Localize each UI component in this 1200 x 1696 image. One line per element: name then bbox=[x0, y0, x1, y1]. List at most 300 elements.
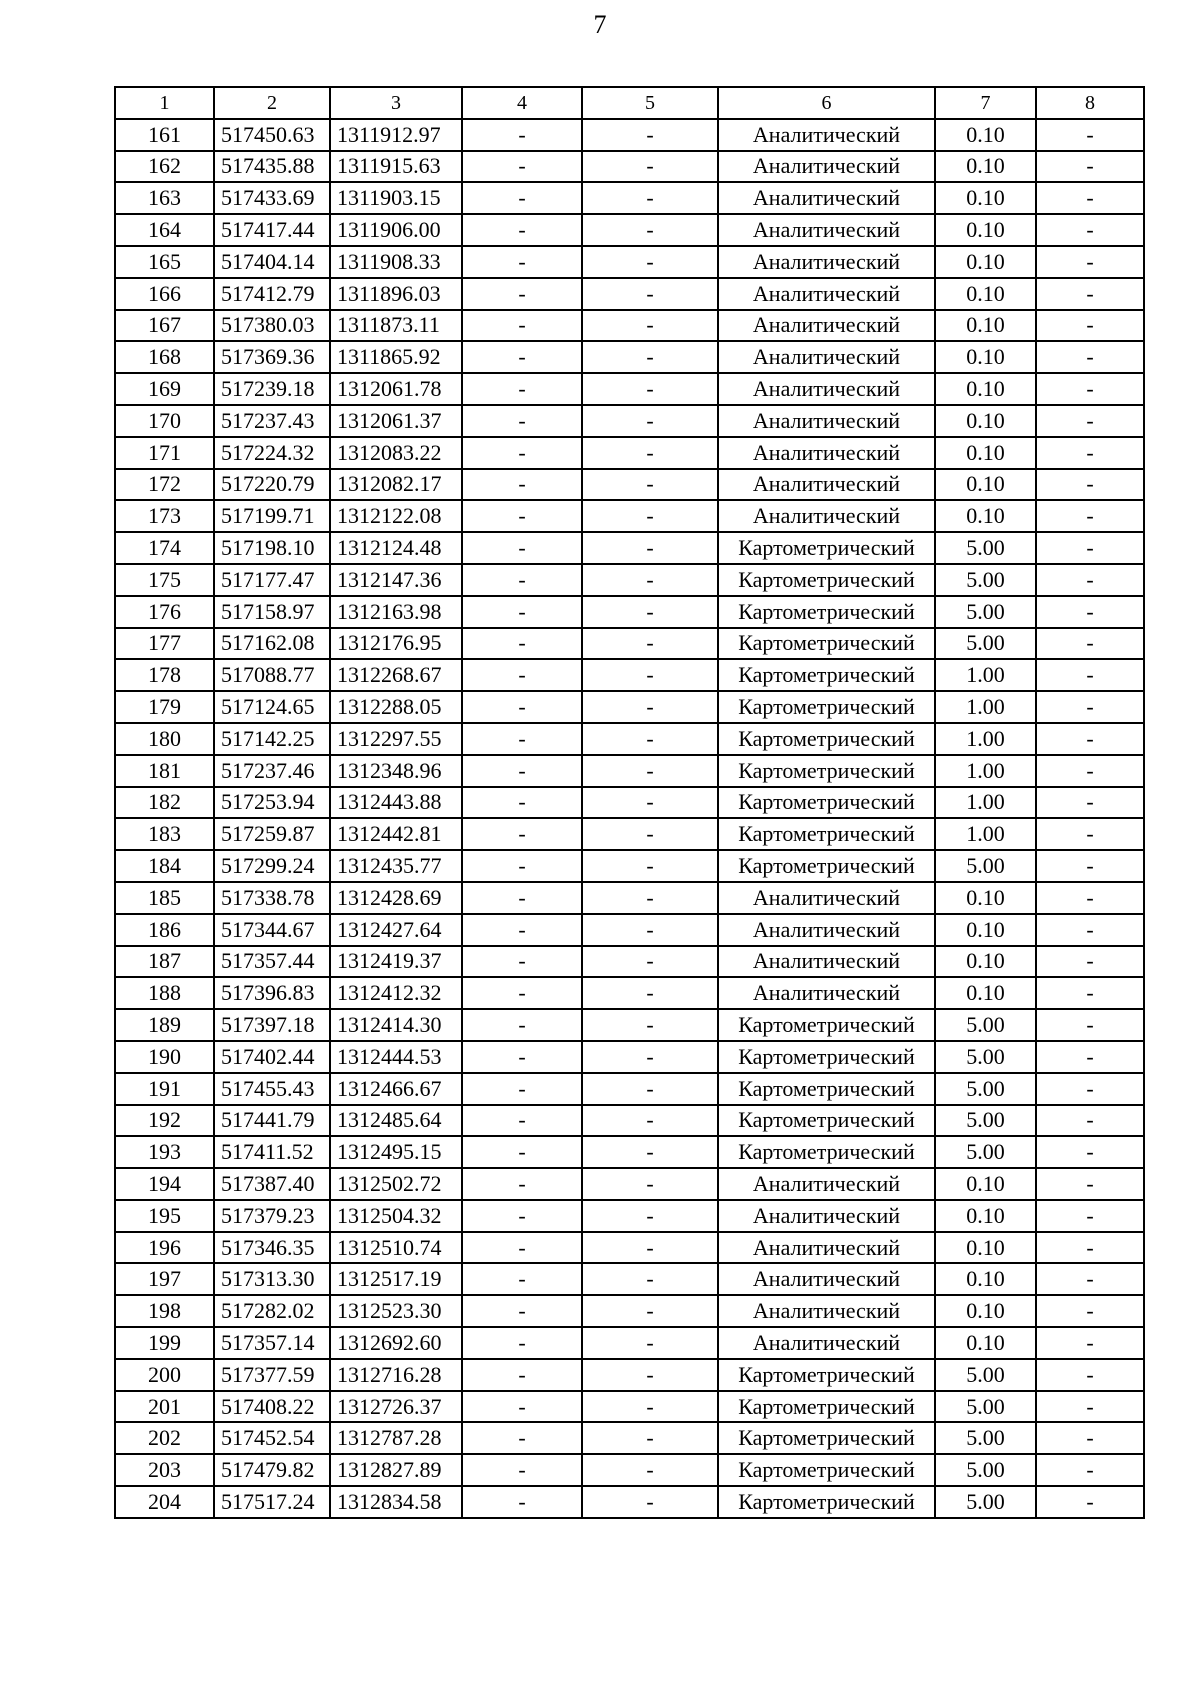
column-4-cell: - bbox=[462, 977, 582, 1009]
table-row bbox=[115, 437, 1144, 469]
method-cell: Аналитический bbox=[718, 1263, 935, 1295]
table-row bbox=[115, 659, 1144, 691]
x-coordinate-cell: 517224.32 bbox=[214, 437, 330, 469]
column-5-cell: - bbox=[582, 818, 718, 850]
column-4-cell: - bbox=[462, 182, 582, 214]
accuracy-cell: 0.10 bbox=[935, 1232, 1036, 1264]
x-coordinate-cell: 517411.52 bbox=[214, 1136, 330, 1168]
column-8-cell: - bbox=[1036, 628, 1144, 660]
column-5-cell: - bbox=[582, 787, 718, 819]
x-coordinate-cell: 517387.40 bbox=[214, 1168, 330, 1200]
y-coordinate-cell: 1312083.22 bbox=[330, 437, 462, 469]
accuracy-cell: 1.00 bbox=[935, 691, 1036, 723]
method-cell: Картометрический bbox=[718, 1073, 935, 1105]
y-coordinate-cell: 1311912.97 bbox=[330, 119, 462, 151]
y-coordinate-cell: 1312428.69 bbox=[330, 882, 462, 914]
column-header: 8 bbox=[1036, 87, 1144, 119]
accuracy-cell: 0.10 bbox=[935, 914, 1036, 946]
method-cell: Аналитический bbox=[718, 214, 935, 246]
column-header: 1 bbox=[115, 87, 214, 119]
column-8-cell: - bbox=[1036, 437, 1144, 469]
y-coordinate-cell: 1312787.28 bbox=[330, 1422, 462, 1454]
table-row bbox=[115, 1200, 1144, 1232]
table-row bbox=[115, 500, 1144, 532]
table-row bbox=[115, 914, 1144, 946]
column-4-cell: - bbox=[462, 1232, 582, 1264]
column-4-cell: - bbox=[462, 246, 582, 278]
method-cell: Картометрический bbox=[718, 691, 935, 723]
y-coordinate-cell: 1312124.48 bbox=[330, 532, 462, 564]
accuracy-cell: 0.10 bbox=[935, 1295, 1036, 1327]
y-coordinate-cell: 1312061.37 bbox=[330, 405, 462, 437]
x-coordinate-cell: 517198.10 bbox=[214, 532, 330, 564]
column-4-cell: - bbox=[462, 1200, 582, 1232]
point-number-cell: 167 bbox=[115, 310, 214, 342]
point-number-cell: 203 bbox=[115, 1454, 214, 1486]
table-row bbox=[115, 1263, 1144, 1295]
accuracy-cell: 0.10 bbox=[935, 310, 1036, 342]
column-8-cell: - bbox=[1036, 1263, 1144, 1295]
table-row bbox=[115, 723, 1144, 755]
method-cell: Картометрический bbox=[718, 1105, 935, 1137]
point-number-cell: 204 bbox=[115, 1486, 214, 1518]
accuracy-cell: 1.00 bbox=[935, 818, 1036, 850]
point-number-cell: 197 bbox=[115, 1263, 214, 1295]
y-coordinate-cell: 1312163.98 bbox=[330, 596, 462, 628]
table-row bbox=[115, 1232, 1144, 1264]
point-number-cell: 171 bbox=[115, 437, 214, 469]
accuracy-cell: 5.00 bbox=[935, 1136, 1036, 1168]
column-5-cell: - bbox=[582, 1168, 718, 1200]
column-4-cell: - bbox=[462, 691, 582, 723]
column-5-cell: - bbox=[582, 310, 718, 342]
column-5-cell: - bbox=[582, 628, 718, 660]
method-cell: Картометрический bbox=[718, 659, 935, 691]
column-4-cell: - bbox=[462, 1009, 582, 1041]
y-coordinate-cell: 1312495.15 bbox=[330, 1136, 462, 1168]
column-5-cell: - bbox=[582, 182, 718, 214]
y-coordinate-cell: 1312348.96 bbox=[330, 755, 462, 787]
accuracy-cell: 0.10 bbox=[935, 1327, 1036, 1359]
column-5-cell: - bbox=[582, 691, 718, 723]
column-4-cell: - bbox=[462, 278, 582, 310]
column-5-cell: - bbox=[582, 1422, 718, 1454]
table-row bbox=[115, 341, 1144, 373]
x-coordinate-cell: 517379.23 bbox=[214, 1200, 330, 1232]
column-5-cell: - bbox=[582, 564, 718, 596]
x-coordinate-cell: 517357.14 bbox=[214, 1327, 330, 1359]
method-cell: Картометрический bbox=[718, 1041, 935, 1073]
column-8-cell: - bbox=[1036, 341, 1144, 373]
method-cell: Картометрический bbox=[718, 1486, 935, 1518]
table-row bbox=[115, 755, 1144, 787]
point-number-cell: 166 bbox=[115, 278, 214, 310]
column-4-cell: - bbox=[462, 850, 582, 882]
column-8-cell: - bbox=[1036, 1136, 1144, 1168]
column-8-cell: - bbox=[1036, 500, 1144, 532]
point-number-cell: 200 bbox=[115, 1359, 214, 1391]
x-coordinate-cell: 517402.44 bbox=[214, 1041, 330, 1073]
method-cell: Аналитический bbox=[718, 119, 935, 151]
x-coordinate-cell: 517417.44 bbox=[214, 214, 330, 246]
column-8-cell: - bbox=[1036, 469, 1144, 501]
method-cell: Аналитический bbox=[718, 246, 935, 278]
point-number-cell: 174 bbox=[115, 532, 214, 564]
column-5-cell: - bbox=[582, 850, 718, 882]
x-coordinate-cell: 517259.87 bbox=[214, 818, 330, 850]
method-cell: Картометрический bbox=[718, 1391, 935, 1423]
x-coordinate-cell: 517435.88 bbox=[214, 151, 330, 183]
method-cell: Аналитический bbox=[718, 1327, 935, 1359]
table-row bbox=[115, 596, 1144, 628]
x-coordinate-cell: 517088.77 bbox=[214, 659, 330, 691]
column-8-cell: - bbox=[1036, 373, 1144, 405]
column-5-cell: - bbox=[582, 1200, 718, 1232]
table-row bbox=[115, 1486, 1144, 1518]
table-row bbox=[115, 151, 1144, 183]
table-row bbox=[115, 1009, 1144, 1041]
point-number-cell: 202 bbox=[115, 1422, 214, 1454]
method-cell: Аналитический bbox=[718, 310, 935, 342]
point-number-cell: 187 bbox=[115, 946, 214, 978]
column-5-cell: - bbox=[582, 532, 718, 564]
column-4-cell: - bbox=[462, 1327, 582, 1359]
accuracy-cell: 0.10 bbox=[935, 1200, 1036, 1232]
accuracy-cell: 0.10 bbox=[935, 182, 1036, 214]
point-number-cell: 201 bbox=[115, 1391, 214, 1423]
point-number-cell: 181 bbox=[115, 755, 214, 787]
column-8-cell: - bbox=[1036, 850, 1144, 882]
column-8-cell: - bbox=[1036, 532, 1144, 564]
column-4-cell: - bbox=[462, 659, 582, 691]
column-5-cell: - bbox=[582, 914, 718, 946]
point-number-cell: 163 bbox=[115, 182, 214, 214]
table-row bbox=[115, 1359, 1144, 1391]
column-4-cell: - bbox=[462, 1263, 582, 1295]
table-row bbox=[115, 691, 1144, 723]
y-coordinate-cell: 1312692.60 bbox=[330, 1327, 462, 1359]
accuracy-cell: 5.00 bbox=[935, 850, 1036, 882]
x-coordinate-cell: 517433.69 bbox=[214, 182, 330, 214]
y-coordinate-cell: 1312288.05 bbox=[330, 691, 462, 723]
y-coordinate-cell: 1312435.77 bbox=[330, 850, 462, 882]
accuracy-cell: 0.10 bbox=[935, 1263, 1036, 1295]
method-cell: Аналитический bbox=[718, 469, 935, 501]
point-number-cell: 162 bbox=[115, 151, 214, 183]
point-number-cell: 179 bbox=[115, 691, 214, 723]
y-coordinate-cell: 1312412.32 bbox=[330, 977, 462, 1009]
accuracy-cell: 1.00 bbox=[935, 723, 1036, 755]
column-4-cell: - bbox=[462, 405, 582, 437]
column-4-cell: - bbox=[462, 469, 582, 501]
y-coordinate-cell: 1312268.67 bbox=[330, 659, 462, 691]
column-4-cell: - bbox=[462, 341, 582, 373]
accuracy-cell: 0.10 bbox=[935, 437, 1036, 469]
point-number-cell: 180 bbox=[115, 723, 214, 755]
point-number-cell: 190 bbox=[115, 1041, 214, 1073]
accuracy-cell: 5.00 bbox=[935, 1422, 1036, 1454]
y-coordinate-cell: 1312419.37 bbox=[330, 946, 462, 978]
column-4-cell: - bbox=[462, 1168, 582, 1200]
table-row bbox=[115, 405, 1144, 437]
y-coordinate-cell: 1311915.63 bbox=[330, 151, 462, 183]
method-cell: Аналитический bbox=[718, 1295, 935, 1327]
x-coordinate-cell: 517239.18 bbox=[214, 373, 330, 405]
accuracy-cell: 0.10 bbox=[935, 882, 1036, 914]
column-5-cell: - bbox=[582, 1009, 718, 1041]
column-header: 4 bbox=[462, 87, 582, 119]
point-number-cell: 196 bbox=[115, 1232, 214, 1264]
table-body bbox=[115, 119, 1144, 1518]
column-8-cell: - bbox=[1036, 1422, 1144, 1454]
column-5-cell: - bbox=[582, 723, 718, 755]
y-coordinate-cell: 1312297.55 bbox=[330, 723, 462, 755]
table-row bbox=[115, 818, 1144, 850]
column-5-cell: - bbox=[582, 119, 718, 151]
column-5-cell: - bbox=[582, 1359, 718, 1391]
accuracy-cell: 5.00 bbox=[935, 596, 1036, 628]
point-number-cell: 188 bbox=[115, 977, 214, 1009]
column-5-cell: - bbox=[582, 1295, 718, 1327]
accuracy-cell: 5.00 bbox=[935, 1454, 1036, 1486]
method-cell: Аналитический bbox=[718, 1168, 935, 1200]
point-number-cell: 189 bbox=[115, 1009, 214, 1041]
column-5-cell: - bbox=[582, 1232, 718, 1264]
method-cell: Аналитический bbox=[718, 946, 935, 978]
x-coordinate-cell: 517479.82 bbox=[214, 1454, 330, 1486]
column-8-cell: - bbox=[1036, 882, 1144, 914]
column-8-cell: - bbox=[1036, 405, 1144, 437]
y-coordinate-cell: 1312726.37 bbox=[330, 1391, 462, 1423]
x-coordinate-cell: 517441.79 bbox=[214, 1105, 330, 1137]
column-4-cell: - bbox=[462, 1454, 582, 1486]
table-row bbox=[115, 1041, 1144, 1073]
x-coordinate-cell: 517142.25 bbox=[214, 723, 330, 755]
table-row bbox=[115, 278, 1144, 310]
column-4-cell: - bbox=[462, 373, 582, 405]
accuracy-cell: 5.00 bbox=[935, 1359, 1036, 1391]
column-8-cell: - bbox=[1036, 755, 1144, 787]
column-8-cell: - bbox=[1036, 977, 1144, 1009]
column-5-cell: - bbox=[582, 341, 718, 373]
method-cell: Аналитический bbox=[718, 437, 935, 469]
point-number-cell: 164 bbox=[115, 214, 214, 246]
x-coordinate-cell: 517397.18 bbox=[214, 1009, 330, 1041]
column-4-cell: - bbox=[462, 628, 582, 660]
point-number-cell: 165 bbox=[115, 246, 214, 278]
coordinates-table-container bbox=[114, 86, 1145, 1519]
method-cell: Картометрический bbox=[718, 850, 935, 882]
accuracy-cell: 0.10 bbox=[935, 151, 1036, 183]
method-cell: Аналитический bbox=[718, 373, 935, 405]
method-cell: Картометрический bbox=[718, 755, 935, 787]
column-8-cell: - bbox=[1036, 1454, 1144, 1486]
table-row bbox=[115, 1422, 1144, 1454]
column-8-cell: - bbox=[1036, 1295, 1144, 1327]
accuracy-cell: 5.00 bbox=[935, 564, 1036, 596]
accuracy-cell: 0.10 bbox=[935, 500, 1036, 532]
accuracy-cell: 5.00 bbox=[935, 532, 1036, 564]
y-coordinate-cell: 1312176.95 bbox=[330, 628, 462, 660]
column-4-cell: - bbox=[462, 1105, 582, 1137]
y-coordinate-cell: 1311896.03 bbox=[330, 278, 462, 310]
x-coordinate-cell: 517313.30 bbox=[214, 1263, 330, 1295]
x-coordinate-cell: 517162.08 bbox=[214, 628, 330, 660]
method-cell: Картометрический bbox=[718, 1359, 935, 1391]
column-5-cell: - bbox=[582, 596, 718, 628]
x-coordinate-cell: 517377.59 bbox=[214, 1359, 330, 1391]
column-5-cell: - bbox=[582, 1391, 718, 1423]
column-8-cell: - bbox=[1036, 1327, 1144, 1359]
point-number-cell: 194 bbox=[115, 1168, 214, 1200]
accuracy-cell: 1.00 bbox=[935, 787, 1036, 819]
column-8-cell: - bbox=[1036, 1105, 1144, 1137]
method-cell: Аналитический bbox=[718, 182, 935, 214]
method-cell: Картометрический bbox=[718, 532, 935, 564]
table-row bbox=[115, 1168, 1144, 1200]
point-number-cell: 168 bbox=[115, 341, 214, 373]
method-cell: Аналитический bbox=[718, 278, 935, 310]
accuracy-cell: 0.10 bbox=[935, 469, 1036, 501]
point-number-cell: 191 bbox=[115, 1073, 214, 1105]
column-8-cell: - bbox=[1036, 151, 1144, 183]
column-5-cell: - bbox=[582, 1327, 718, 1359]
column-8-cell: - bbox=[1036, 119, 1144, 151]
x-coordinate-cell: 517299.24 bbox=[214, 850, 330, 882]
column-4-cell: - bbox=[462, 1422, 582, 1454]
column-8-cell: - bbox=[1036, 1359, 1144, 1391]
point-number-cell: 199 bbox=[115, 1327, 214, 1359]
method-cell: Картометрический bbox=[718, 1136, 935, 1168]
column-5-cell: - bbox=[582, 1105, 718, 1137]
point-number-cell: 182 bbox=[115, 787, 214, 819]
table-row bbox=[115, 373, 1144, 405]
y-coordinate-cell: 1312443.88 bbox=[330, 787, 462, 819]
column-4-cell: - bbox=[462, 818, 582, 850]
y-coordinate-cell: 1312466.67 bbox=[330, 1073, 462, 1105]
accuracy-cell: 0.10 bbox=[935, 119, 1036, 151]
y-coordinate-cell: 1312834.58 bbox=[330, 1486, 462, 1518]
column-5-cell: - bbox=[582, 500, 718, 532]
column-4-cell: - bbox=[462, 787, 582, 819]
point-number-cell: 178 bbox=[115, 659, 214, 691]
accuracy-cell: 0.10 bbox=[935, 246, 1036, 278]
column-4-cell: - bbox=[462, 1073, 582, 1105]
column-5-cell: - bbox=[582, 246, 718, 278]
point-number-cell: 169 bbox=[115, 373, 214, 405]
accuracy-cell: 0.10 bbox=[935, 373, 1036, 405]
x-coordinate-cell: 517237.43 bbox=[214, 405, 330, 437]
column-4-cell: - bbox=[462, 214, 582, 246]
point-number-cell: 193 bbox=[115, 1136, 214, 1168]
x-coordinate-cell: 517338.78 bbox=[214, 882, 330, 914]
column-8-cell: - bbox=[1036, 182, 1144, 214]
column-header: 6 bbox=[718, 87, 935, 119]
y-coordinate-cell: 1311873.11 bbox=[330, 310, 462, 342]
accuracy-cell: 1.00 bbox=[935, 755, 1036, 787]
point-number-cell: 175 bbox=[115, 564, 214, 596]
column-5-cell: - bbox=[582, 1263, 718, 1295]
method-cell: Аналитический bbox=[718, 341, 935, 373]
table-row bbox=[115, 882, 1144, 914]
column-5-cell: - bbox=[582, 405, 718, 437]
table-row bbox=[115, 310, 1144, 342]
column-5-cell: - bbox=[582, 1073, 718, 1105]
y-coordinate-cell: 1312122.08 bbox=[330, 500, 462, 532]
column-5-cell: - bbox=[582, 151, 718, 183]
accuracy-cell: 5.00 bbox=[935, 628, 1036, 660]
method-cell: Аналитический bbox=[718, 882, 935, 914]
column-8-cell: - bbox=[1036, 818, 1144, 850]
column-4-cell: - bbox=[462, 437, 582, 469]
column-8-cell: - bbox=[1036, 1168, 1144, 1200]
column-header: 3 bbox=[330, 87, 462, 119]
column-5-cell: - bbox=[582, 1454, 718, 1486]
y-coordinate-cell: 1312485.64 bbox=[330, 1105, 462, 1137]
x-coordinate-cell: 517346.35 bbox=[214, 1232, 330, 1264]
page-number: 7 bbox=[593, 10, 607, 39]
method-cell: Картометрический bbox=[718, 787, 935, 819]
column-4-cell: - bbox=[462, 1041, 582, 1073]
column-5-cell: - bbox=[582, 1041, 718, 1073]
method-cell: Аналитический bbox=[718, 1232, 935, 1264]
column-4-cell: - bbox=[462, 882, 582, 914]
method-cell: Аналитический bbox=[718, 405, 935, 437]
y-coordinate-cell: 1311906.00 bbox=[330, 214, 462, 246]
table-row bbox=[115, 182, 1144, 214]
column-4-cell: - bbox=[462, 755, 582, 787]
x-coordinate-cell: 517455.43 bbox=[214, 1073, 330, 1105]
column-4-cell: - bbox=[462, 151, 582, 183]
column-8-cell: - bbox=[1036, 278, 1144, 310]
column-8-cell: - bbox=[1036, 1200, 1144, 1232]
method-cell: Картометрический bbox=[718, 1454, 935, 1486]
column-5-cell: - bbox=[582, 755, 718, 787]
table-row bbox=[115, 1327, 1144, 1359]
table-row bbox=[115, 564, 1144, 596]
accuracy-cell: 5.00 bbox=[935, 1009, 1036, 1041]
table-row bbox=[115, 1073, 1144, 1105]
y-coordinate-cell: 1312414.30 bbox=[330, 1009, 462, 1041]
x-coordinate-cell: 517450.63 bbox=[214, 119, 330, 151]
y-coordinate-cell: 1311865.92 bbox=[330, 341, 462, 373]
column-8-cell: - bbox=[1036, 564, 1144, 596]
column-4-cell: - bbox=[462, 596, 582, 628]
y-coordinate-cell: 1312444.53 bbox=[330, 1041, 462, 1073]
accuracy-cell: 0.10 bbox=[935, 278, 1036, 310]
column-8-cell: - bbox=[1036, 1009, 1144, 1041]
column-4-cell: - bbox=[462, 723, 582, 755]
table-row bbox=[115, 469, 1144, 501]
x-coordinate-cell: 517380.03 bbox=[214, 310, 330, 342]
point-number-cell: 185 bbox=[115, 882, 214, 914]
column-4-cell: - bbox=[462, 119, 582, 151]
y-coordinate-cell: 1312082.17 bbox=[330, 469, 462, 501]
x-coordinate-cell: 517408.22 bbox=[214, 1391, 330, 1423]
column-4-cell: - bbox=[462, 532, 582, 564]
point-number-cell: 177 bbox=[115, 628, 214, 660]
accuracy-cell: 0.10 bbox=[935, 1168, 1036, 1200]
x-coordinate-cell: 517344.67 bbox=[214, 914, 330, 946]
x-coordinate-cell: 517282.02 bbox=[214, 1295, 330, 1327]
table-row bbox=[115, 977, 1144, 1009]
y-coordinate-cell: 1312716.28 bbox=[330, 1359, 462, 1391]
table-row bbox=[115, 532, 1144, 564]
y-coordinate-cell: 1311908.33 bbox=[330, 246, 462, 278]
point-number-cell: 172 bbox=[115, 469, 214, 501]
column-header: 5 bbox=[582, 87, 718, 119]
method-cell: Аналитический bbox=[718, 977, 935, 1009]
